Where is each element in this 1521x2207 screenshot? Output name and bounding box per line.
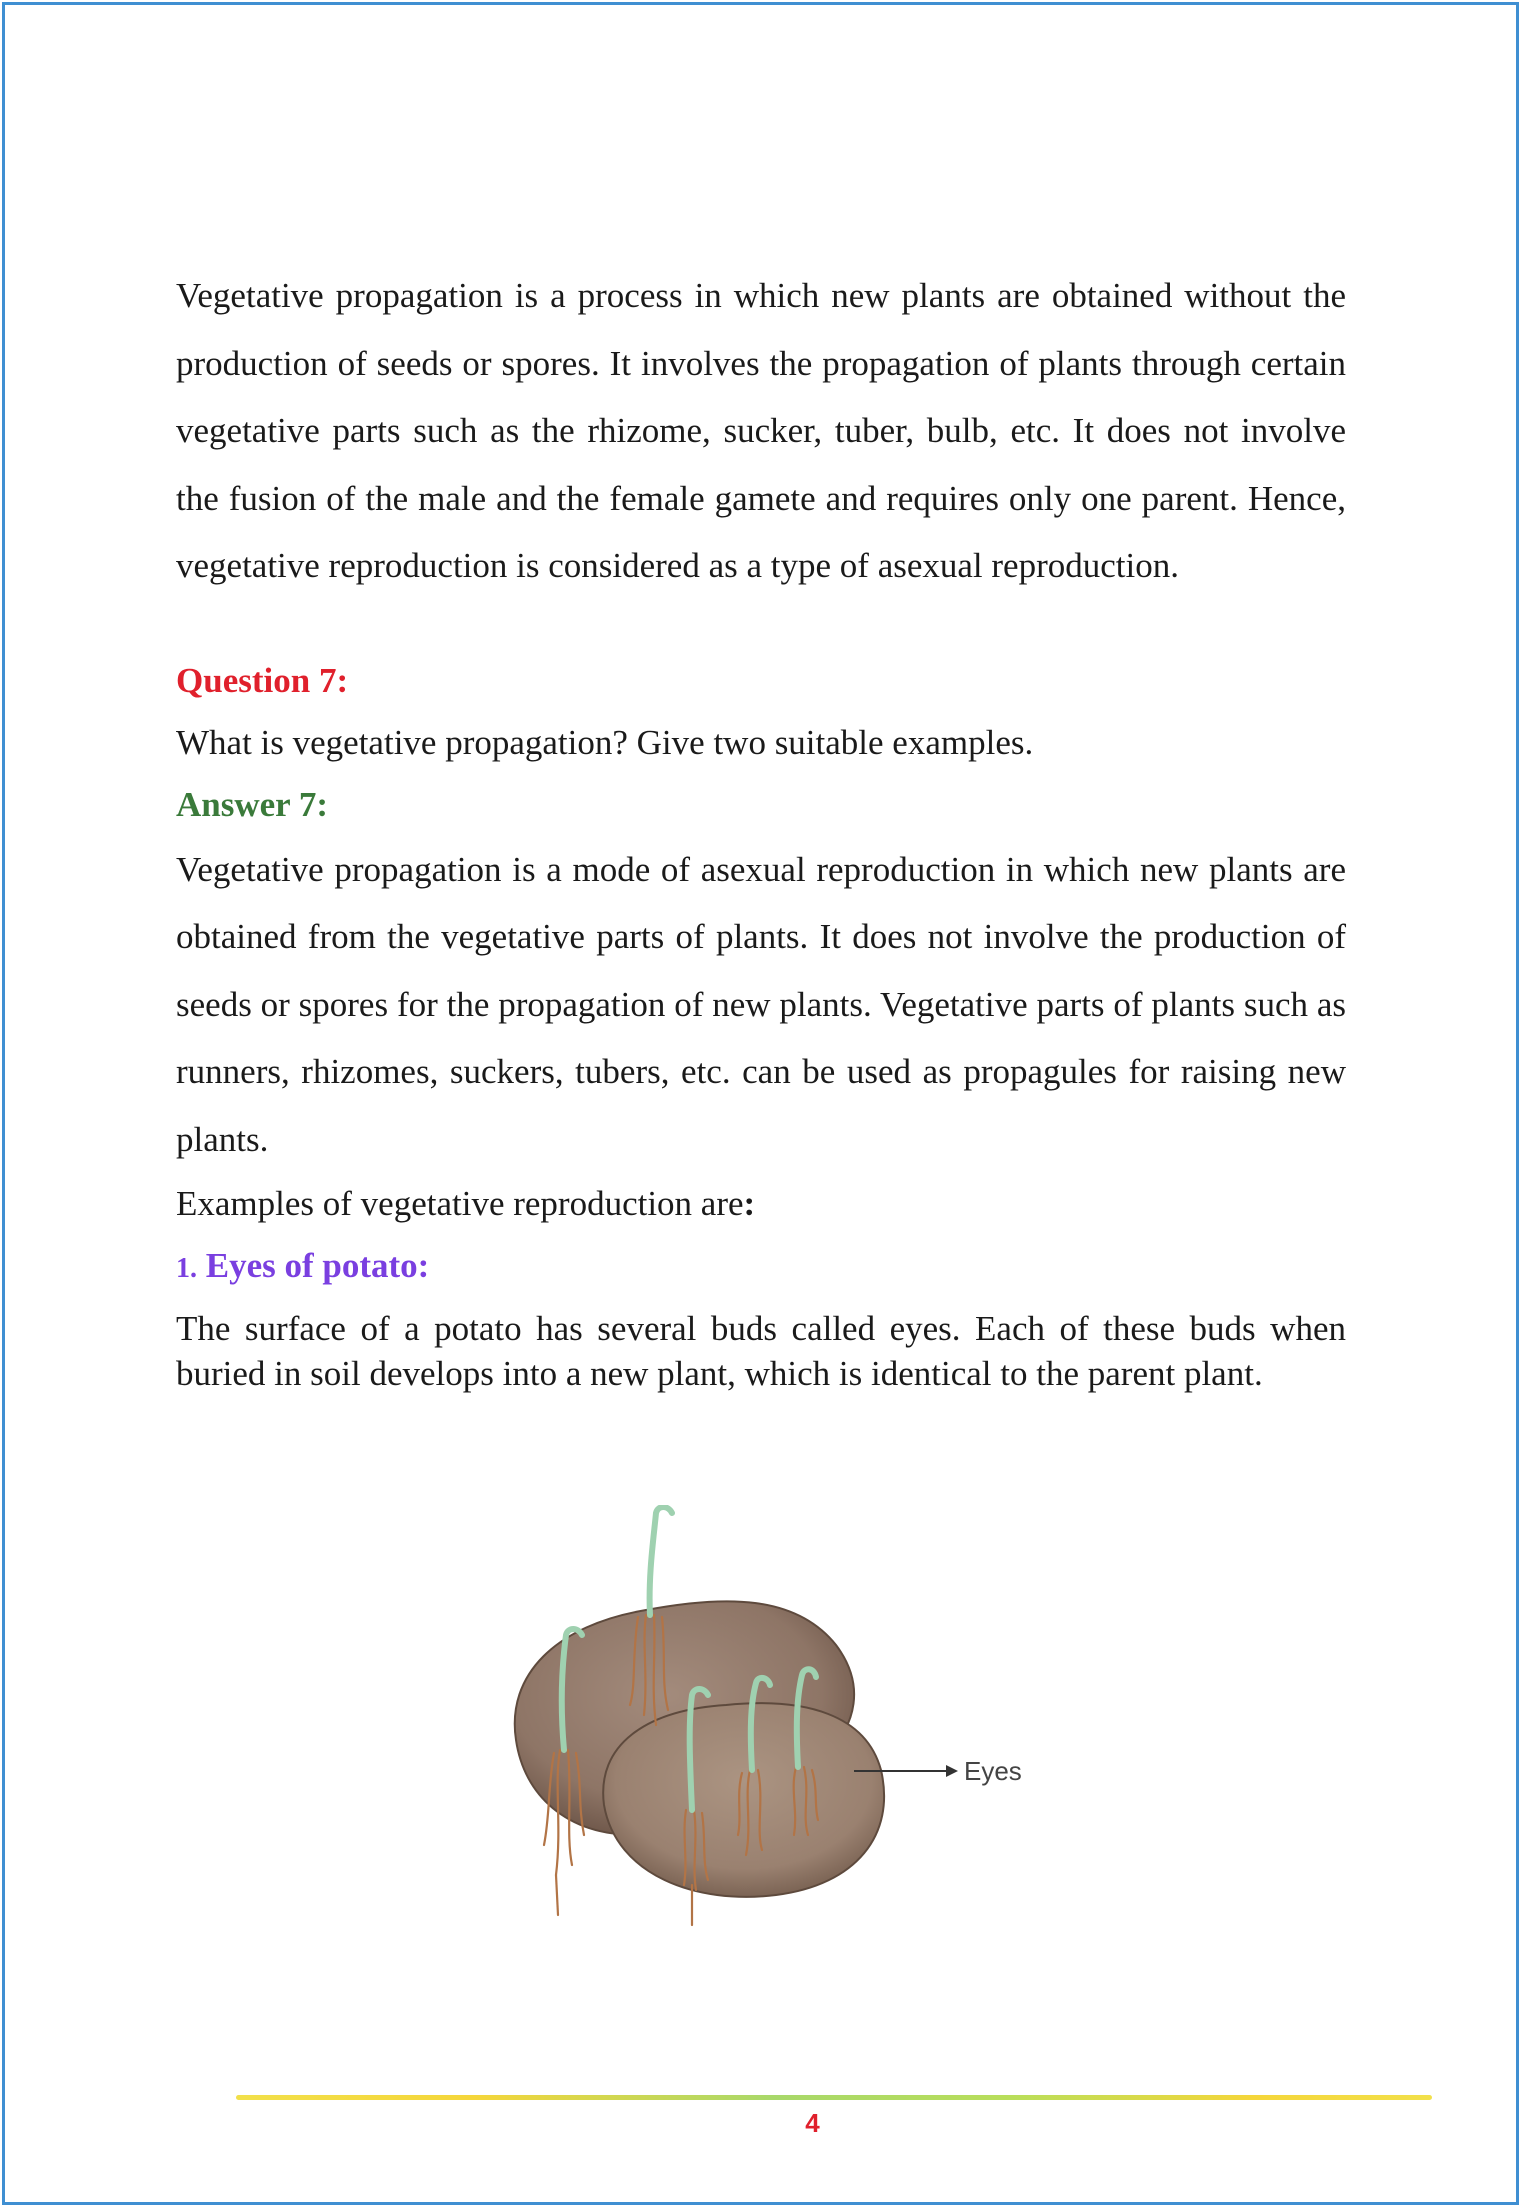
footer-divider [236, 2095, 1432, 2100]
question-text: What is vegetative propagation? Give two suitable examples. [176, 722, 1034, 762]
answer-label: Answer 7: [176, 784, 328, 824]
page-content [176, 262, 1346, 1396]
page-number: 4 [805, 2108, 820, 2138]
intro-paragraph: Vegetative propagation is a process in which new plants are obtained without the production of seeds or spores. It involves the propagation of plants through certain vegetative parts such as the rhizome, sucker, tuber, bulb, etc. It does not involve the fusion of the male and the female gamete and requires only one parent. Hence, vegetative reproduction is considered as a type of asexual reproduction. [176, 276, 1346, 585]
example-1-text: The surface of a potato has several buds called eyes. Each of these buds when buried in soil develops into a new plant, which is identical to the parent plant. [176, 1309, 1346, 1393]
question-label: Question 7: [176, 660, 349, 700]
potato-eyes-figure [496, 1505, 1036, 1935]
example-1-title: Eyes of potato: [205, 1246, 430, 1285]
examples-intro-colon: : [743, 1184, 756, 1223]
examples-intro [176, 1173, 1346, 1235]
potato-front [603, 1703, 884, 1897]
example-1-heading [176, 1235, 1346, 1300]
answer-paragraph: Vegetative propagation is a mode of asexual reproduction in which new plants are obtained from the vegetative parts of plants. It does not involve the production of seeds or spores for the propagation of new plants. Vegetative parts of plants such as runners, rhizomes, suckers, tubers, etc. can be used as propagules for raising new plants. [176, 849, 1346, 1159]
examples-intro-text: Examples of vegetative reproduction are [176, 1184, 744, 1223]
example-1-number: 1. [176, 1253, 197, 1284]
eyes-label: Eyes [964, 1756, 1022, 1786]
